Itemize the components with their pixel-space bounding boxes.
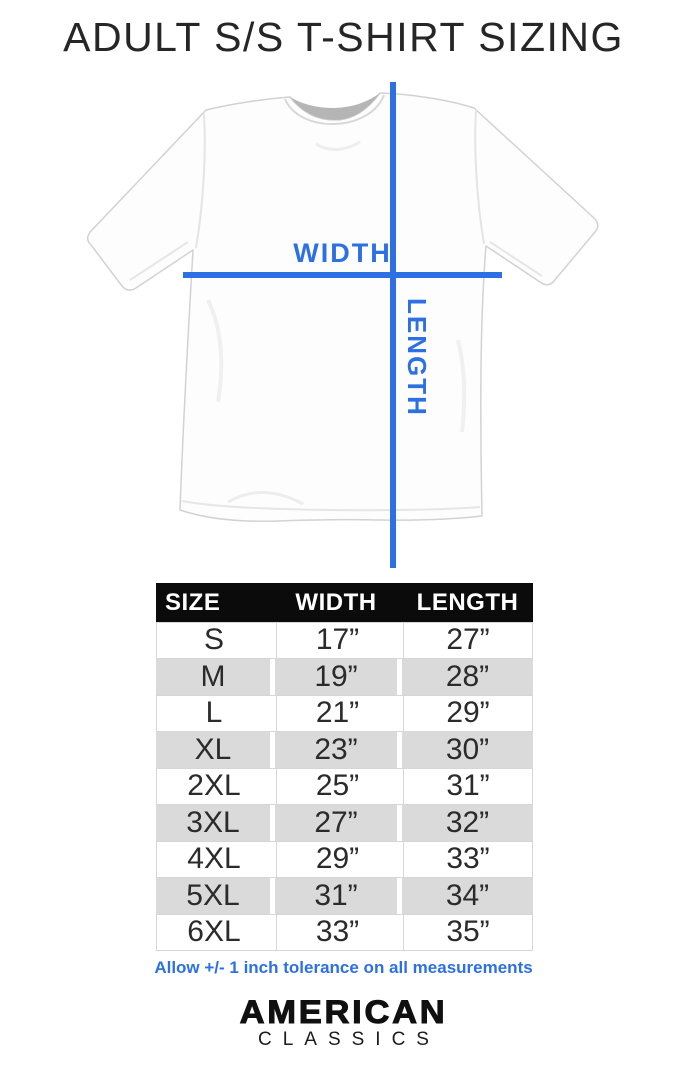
tshirt-image [78,80,610,580]
table-row [156,878,533,915]
table-cell-length: 28” [402,659,533,696]
tshirt-diagram [78,80,610,580]
length-measure-line [390,82,396,568]
table-row [156,659,533,696]
table-cell-width: 31” [275,878,397,915]
sizing-table-header [156,583,533,622]
table-cell-size: 2XL [157,769,271,804]
table-cell-width: 17” [276,623,398,658]
table-row [156,732,533,769]
table-row [156,805,533,842]
table-row [156,914,533,951]
sizing-table [156,583,533,951]
length-label: LENGTH [402,298,432,417]
table-cell-width: 27” [275,805,397,842]
table-cell-width: 33” [276,915,398,950]
table-cell-length: 27” [403,623,532,658]
table-cell-width: 23” [275,732,397,769]
table-cell-width: 29” [276,842,398,877]
table-cell-size: 4XL [157,842,271,877]
table-row [156,695,533,732]
table-cell-width: 19” [275,659,397,696]
table-cell-length: 33” [403,842,532,877]
width-measure-line [183,272,502,278]
table-row [156,841,533,878]
table-cell-size: M [156,659,270,696]
table-cell-length: 29” [403,696,532,731]
table-cell-length: 35” [403,915,532,950]
width-label: WIDTH [293,238,392,268]
table-cell-width: 25” [276,769,398,804]
tolerance-note: Allow +/- 1 inch tolerance on all measurements [154,958,533,977]
table-cell-size: 6XL [157,915,271,950]
brand-logo-line2: CLASSICS [258,1029,440,1050]
table-cell-size: 3XL [156,805,270,842]
brand-logo-line1: AMERICAN [239,994,448,1030]
page-title: ADULT S/S T-SHIRT SIZING [63,14,624,60]
sizing-table-body [156,622,533,951]
brand-logo [0,995,687,1050]
table-cell-size: L [157,696,271,731]
table-cell-width: 21” [276,696,398,731]
table-row [156,622,533,659]
table-cell-size: S [157,623,271,658]
header-cell-size: SIZE [165,588,221,616]
header-cell-width: WIDTH [295,588,377,616]
table-cell-length: 32” [402,805,533,842]
table-row [156,768,533,805]
tshirt-body-path [88,93,598,521]
header-cell-length: LENGTH [416,588,519,616]
table-cell-size: 5XL [156,878,270,915]
table-cell-length: 31” [403,769,532,804]
table-cell-length: 34” [402,878,533,915]
table-cell-size: XL [156,732,270,769]
table-cell-length: 30” [402,732,533,769]
